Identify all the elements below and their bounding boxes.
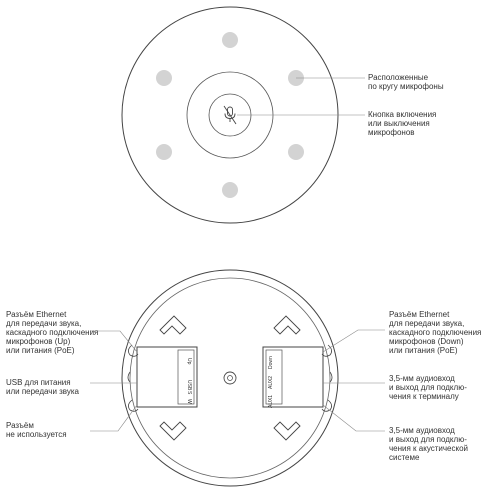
label-mics: Расположенные по кругу микрофоны — [368, 73, 444, 91]
port-label-usb: USB — [186, 380, 192, 391]
label-aux2: 3,5-мм аудиовход и выход для подклю- чения к терминалу — [389, 374, 467, 401]
port-label-aux1: AUX1 — [268, 394, 274, 408]
port-label-up: Up — [186, 358, 192, 365]
mic-dot — [222, 182, 238, 198]
port-label-down: Down — [268, 356, 274, 369]
top-view — [122, 7, 365, 223]
mic-dot — [156, 70, 172, 86]
label-usb: USB для питания или передачи звука — [6, 378, 79, 396]
mic-dot — [222, 32, 238, 48]
bottom-view — [90, 270, 385, 486]
label-aux1: 3,5-мм аудиовход и выход для подклю- чения к акустической системе — [389, 426, 468, 462]
port-label-w: W — [186, 399, 192, 404]
label-ethernet-down: Разъём Ethernet для передачи звука, каскадного подключения микрофонов (Down) или питания (PoE) — [389, 310, 482, 355]
port-label-aux2: AUX2 — [268, 375, 274, 389]
mic-dot — [156, 144, 172, 160]
label-unused-port: Разъём не используется — [6, 421, 67, 439]
label-ethernet-up: Разъём Ethernet для передачи звука, каскадного подключения микрофонов (Up) или питания (PoE) — [6, 310, 99, 355]
center-screw-icon — [224, 372, 236, 384]
mic-dot — [288, 144, 304, 160]
label-mute-button: Кнопка включения или выключения микрофонов — [368, 110, 437, 137]
port-label-s: S — [186, 391, 192, 395]
